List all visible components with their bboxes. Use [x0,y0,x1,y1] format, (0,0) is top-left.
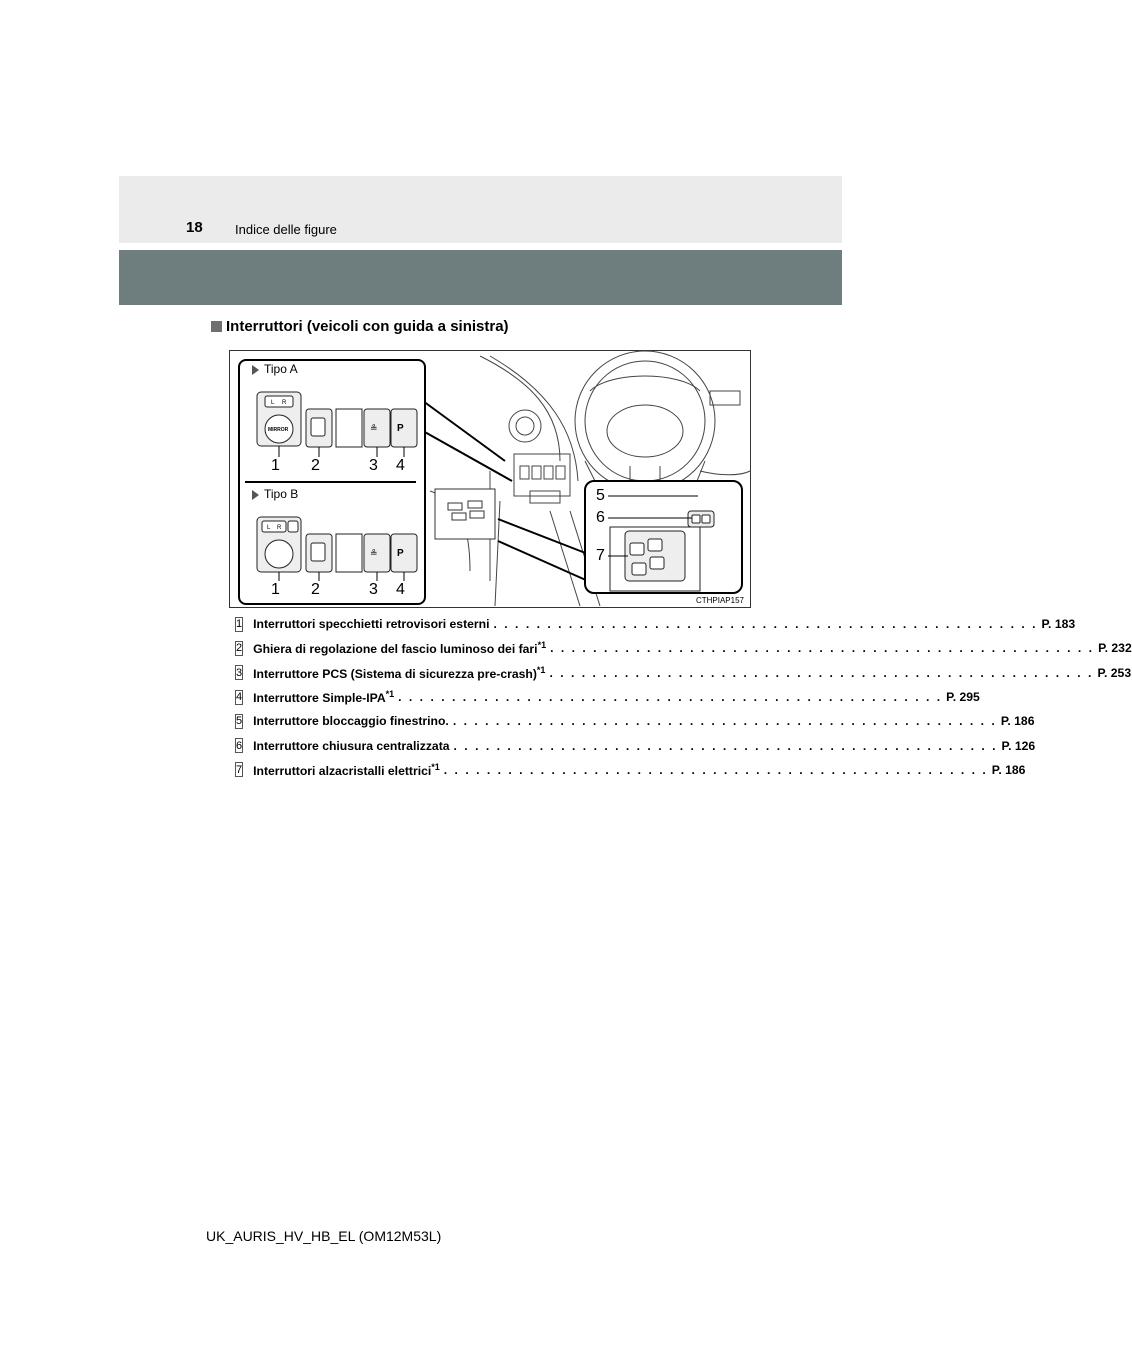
item-number-badge: 4 [236,691,243,704]
svg-text:R: R [277,525,282,531]
svg-text:L: L [271,400,275,406]
callout-2b: 2 [311,581,320,598]
list-item[interactable] [235,612,1076,636]
page-reference-link[interactable]: P. 186 [991,762,1026,777]
connector-line [423,401,505,461]
dot-leader: . . . . . . . . . . . . . . . . . . . . . . . . . . . . . . . . . . . . . . . . . . . . . . . . . . . [453,738,998,753]
heading-text: Interruttori (veicoli con guida a sinistra) [226,318,509,335]
callout-4b: 4 [396,581,405,598]
svg-text:P: P [397,423,404,434]
dot-leader: . . . . . . . . . . . . . . . . . . . . . . . . . . . . . . . . . . . . . . . . . . . . . . . . . . . [452,714,997,729]
page-reference-link[interactable]: P. 232 [1098,641,1132,656]
page-reference-link[interactable]: P. 183 [1041,617,1076,632]
switches-illustration [230,351,750,607]
svg-text:P: P [397,548,404,559]
switch-reference-list [235,612,1132,782]
footnote-marker: *1 [537,640,547,651]
item-label [253,762,440,778]
callout-4: 4 [396,457,405,474]
figure-code: CTHPIAP157 [695,596,744,605]
item-label [253,714,449,728]
page-reference-link[interactable]: P. 253 [1097,665,1132,680]
item-number-badge: 2 [236,642,243,655]
footnote-marker: *1 [536,664,546,675]
header-dark-band [119,250,842,305]
list-item[interactable] [235,661,1132,685]
callout-7: 7 [596,547,605,564]
list-item[interactable] [235,758,1026,782]
footnote-marker: *1 [431,761,440,772]
page-reference-link[interactable]: P. 126 [1001,738,1036,753]
item-label-text: Interruttori alzacristalli elettrici [253,763,432,778]
item-label-text: Interruttore Simple-IPA [253,691,386,706]
switches-figure [229,350,751,608]
type-a-label: Tipo A [264,362,298,376]
mirror-switch-label: MIRROR [268,427,289,433]
item-label-text: Interruttori specchietti retrovisori esterni [253,617,490,632]
item-label-text: Interruttore PCS (Sistema di sicurezza pre-crash) [253,666,537,681]
callout-1: 1 [271,457,280,474]
item-number-badge: 6 [236,739,243,752]
dot-leader: . . . . . . . . . . . . . . . . . . . . . . . . . . . . . . . . . . . . . . . . . . . . . . . . . . . [550,641,1095,656]
callout-1b: 1 [271,581,280,598]
item-label-text: Interruttore bloccaggio finestrino. [253,714,449,729]
page-reference-link[interactable]: P. 295 [946,690,980,705]
item-label [253,739,449,753]
dot-leader: . . . . . . . . . . . . . . . . . . . . . . . . . . . . . . . . . . . . . . . . . . . . . . . . . . . [398,690,943,705]
callout-5: 5 [596,487,605,504]
item-number-badge: 7 [236,763,243,776]
item-label-text: Interruttore chiusura centralizzata [253,738,450,753]
list-item[interactable] [235,709,1035,733]
type-b-label: Tipo B [264,487,299,501]
item-number-badge: 3 [236,666,243,679]
dot-leader: . . . . . . . . . . . . . . . . . . . . . . . . . . . . . . . . . . . . . . . . . . . . . . . . . . . [443,762,988,777]
header-band [119,176,842,243]
callout-6: 6 [596,509,605,526]
footer-doc-id: UK_AURIS_HV_HB_EL (OM12M53L) [206,1228,442,1244]
list-item[interactable] [235,685,980,709]
item-label [253,689,394,705]
callout-3b: 3 [369,581,378,598]
svg-text:≗: ≗ [370,549,378,559]
callout-2: 2 [311,457,320,474]
item-label [253,665,545,681]
item-label [253,640,546,656]
connector-line [498,541,588,581]
item-label-text: Ghiera di regolazione del fascio luminoso dei fari [253,642,538,657]
page-reference-link[interactable]: P. 186 [1000,714,1035,729]
callout-3: 3 [369,457,378,474]
dot-leader: . . . . . . . . . . . . . . . . . . . . . . . . . . . . . . . . . . . . . . . . . . . . . . . . . . . [493,617,1038,632]
svg-text:R: R [282,400,287,406]
bullet-square-icon [211,321,222,332]
list-item[interactable] [235,733,1036,757]
dot-leader: . . . . . . . . . . . . . . . . . . . . . . . . . . . . . . . . . . . . . . . . . . . . . . . . . . . [549,665,1094,680]
svg-text:≗: ≗ [370,424,378,434]
section-heading [211,318,509,335]
item-number-badge: 5 [236,715,243,728]
list-item[interactable] [235,636,1132,660]
item-number-badge: 1 [236,618,243,631]
item-label [253,617,489,631]
footnote-marker: *1 [385,689,395,699]
svg-text:L: L [267,525,271,531]
page-number: 18 [186,219,203,236]
section-title: Indice delle figure [235,222,337,237]
